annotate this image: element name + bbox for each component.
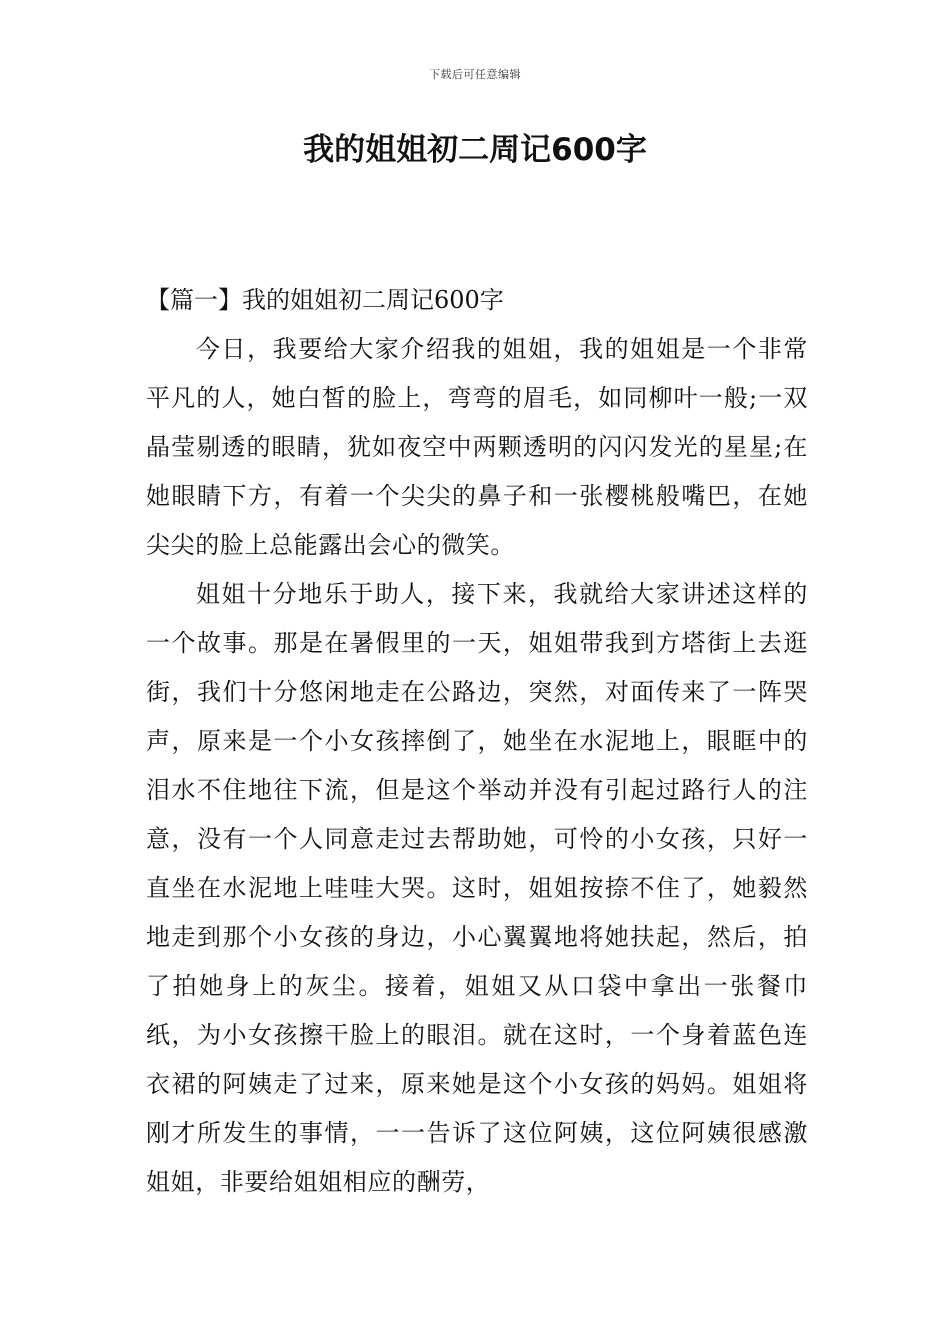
paragraph-2: 姐姐十分地乐于助人，接下来，我就给大家讲述这样的一个故事。那是在暑假里的一天，姐姐带我到方塔街上去逛街，我们十分悠闲地走在公路边，突然，对面传来了一阵哭声，原来是一个小女孩摔倒了，她坐在水泥地上，眼眶中的泪水不住地往下流，但是这个举动并没有引起过路行人的注意，没有一个人同意走过去帮助她，可怜的小女孩，只好一直坐在水泥地上哇哇大哭。这时，姐姐按捺不住了，她毅然地走到那个小女孩的身边，小心翼翼地将她扶起，然后，拍了拍她身上的灰尘。接着，姐姐又从口袋中拿出一张餐巾纸，为小女孩擦干脸上的眼泪。就在这时，一个身着蓝色连衣裙的阿姨走了过来，原来她是这个小女孩的妈妈。姐姐将刚才所发生的事情，一一告诉了这位阿姨，这位阿姨很感激姐姐，非要给姐姐相应的酬劳， — [146, 580, 808, 1196]
section-heading: 【篇一】我的姐姐初二周记600字 — [146, 286, 504, 314]
header-note: 下载后可任意编辑 — [429, 68, 521, 81]
document-title: 我的姐姐初二周记600字 — [303, 132, 647, 168]
paragraph-1: 今日，我要给大家介绍我的姐姐，我的姐姐是一个非常平凡的人，她白皙的脸上，弯弯的眉毛，如同柳叶一般;一双晶莹剔透的眼睛，犹如夜空中两颗透明的闪闪发光的星星;在她眼睛下方，有着一个尖尖的鼻子和一张樱桃般嘴巴，在她尖尖的脸上总能露出会心的微笑。 — [146, 335, 808, 559]
document-body — [146, 280, 808, 1207]
